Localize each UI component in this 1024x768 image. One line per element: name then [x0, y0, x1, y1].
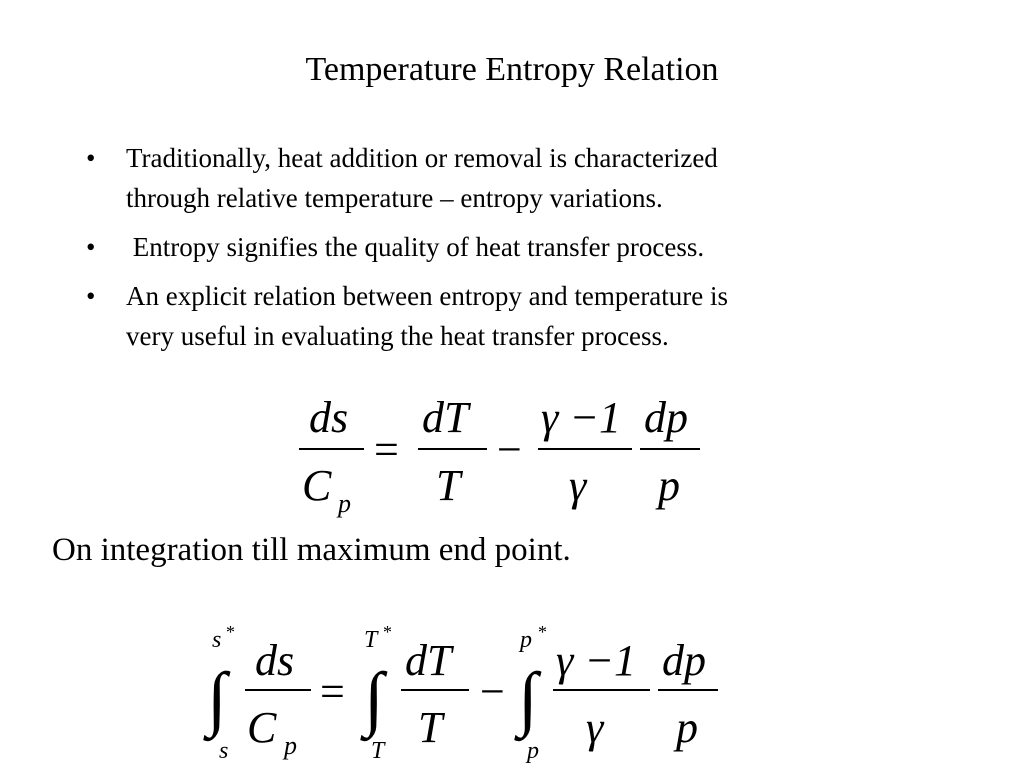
slide-title: Temperature Entropy Relation	[305, 51, 719, 88]
eq2-ds: ds	[255, 636, 295, 685]
eq2-gamma: γ	[586, 703, 604, 752]
eq2-T: T	[418, 703, 443, 752]
eq1-p: p	[658, 461, 680, 510]
eq2-integral-sign: ∫	[518, 658, 538, 738]
eq1-p-subscript: p	[338, 489, 351, 518]
eq2-lower-limit: s	[219, 738, 229, 764]
eq2-star: *	[383, 622, 392, 642]
eq2-integral-sign: ∫	[207, 658, 227, 738]
eq2-dp: dp	[662, 636, 706, 685]
eq2-upper-limit: s	[212, 627, 222, 653]
eq1-T: T	[436, 461, 461, 510]
bullet-line: very useful in evaluating the heat transfer process.	[126, 321, 669, 351]
eq1-minus: −	[497, 425, 522, 474]
eq2-star: *	[538, 622, 547, 642]
eq1-equals: =	[374, 425, 399, 474]
eq1-ds: ds	[309, 393, 349, 442]
bullet-marker: •	[86, 143, 96, 173]
eq2-gamma-minus-1: γ −1	[556, 636, 637, 685]
eq1-dT: dT	[422, 393, 469, 442]
bullet-line: Traditionally, heat addition or removal is characterized	[126, 143, 718, 173]
bullet-line: Entropy signifies the quality of heat transfer process.	[126, 232, 705, 262]
eq2-dT: dT	[405, 636, 452, 685]
eq2-upper-limit: p	[520, 627, 532, 653]
eq2-upper-limit: T	[364, 627, 378, 653]
integration-note: On integration till maximum end point.	[52, 532, 571, 568]
eq2-equals: =	[320, 667, 345, 716]
eq2-C: C	[247, 703, 277, 752]
bullet-line: through relative temperature – entropy variations.	[126, 183, 663, 213]
eq2-star: *	[226, 622, 235, 642]
eq2-minus: −	[480, 667, 505, 716]
eq2-lower-limit: p	[527, 738, 539, 764]
eq2-integral-sign: ∫	[364, 658, 384, 738]
eq2-p-subscript: p	[284, 731, 297, 760]
eq2-p: p	[676, 703, 698, 752]
bullet-line: An explicit relation between entropy and temperature is	[126, 281, 729, 311]
eq1-gamma-minus-1: γ −1	[541, 393, 622, 442]
bullet-marker: •	[86, 232, 96, 262]
eq1-C: C	[302, 461, 332, 510]
bullet-marker: •	[86, 281, 96, 311]
eq1-gamma: γ	[569, 461, 587, 510]
eq2-lower-limit: T	[371, 738, 385, 764]
eq1-dp: dp	[644, 393, 688, 442]
